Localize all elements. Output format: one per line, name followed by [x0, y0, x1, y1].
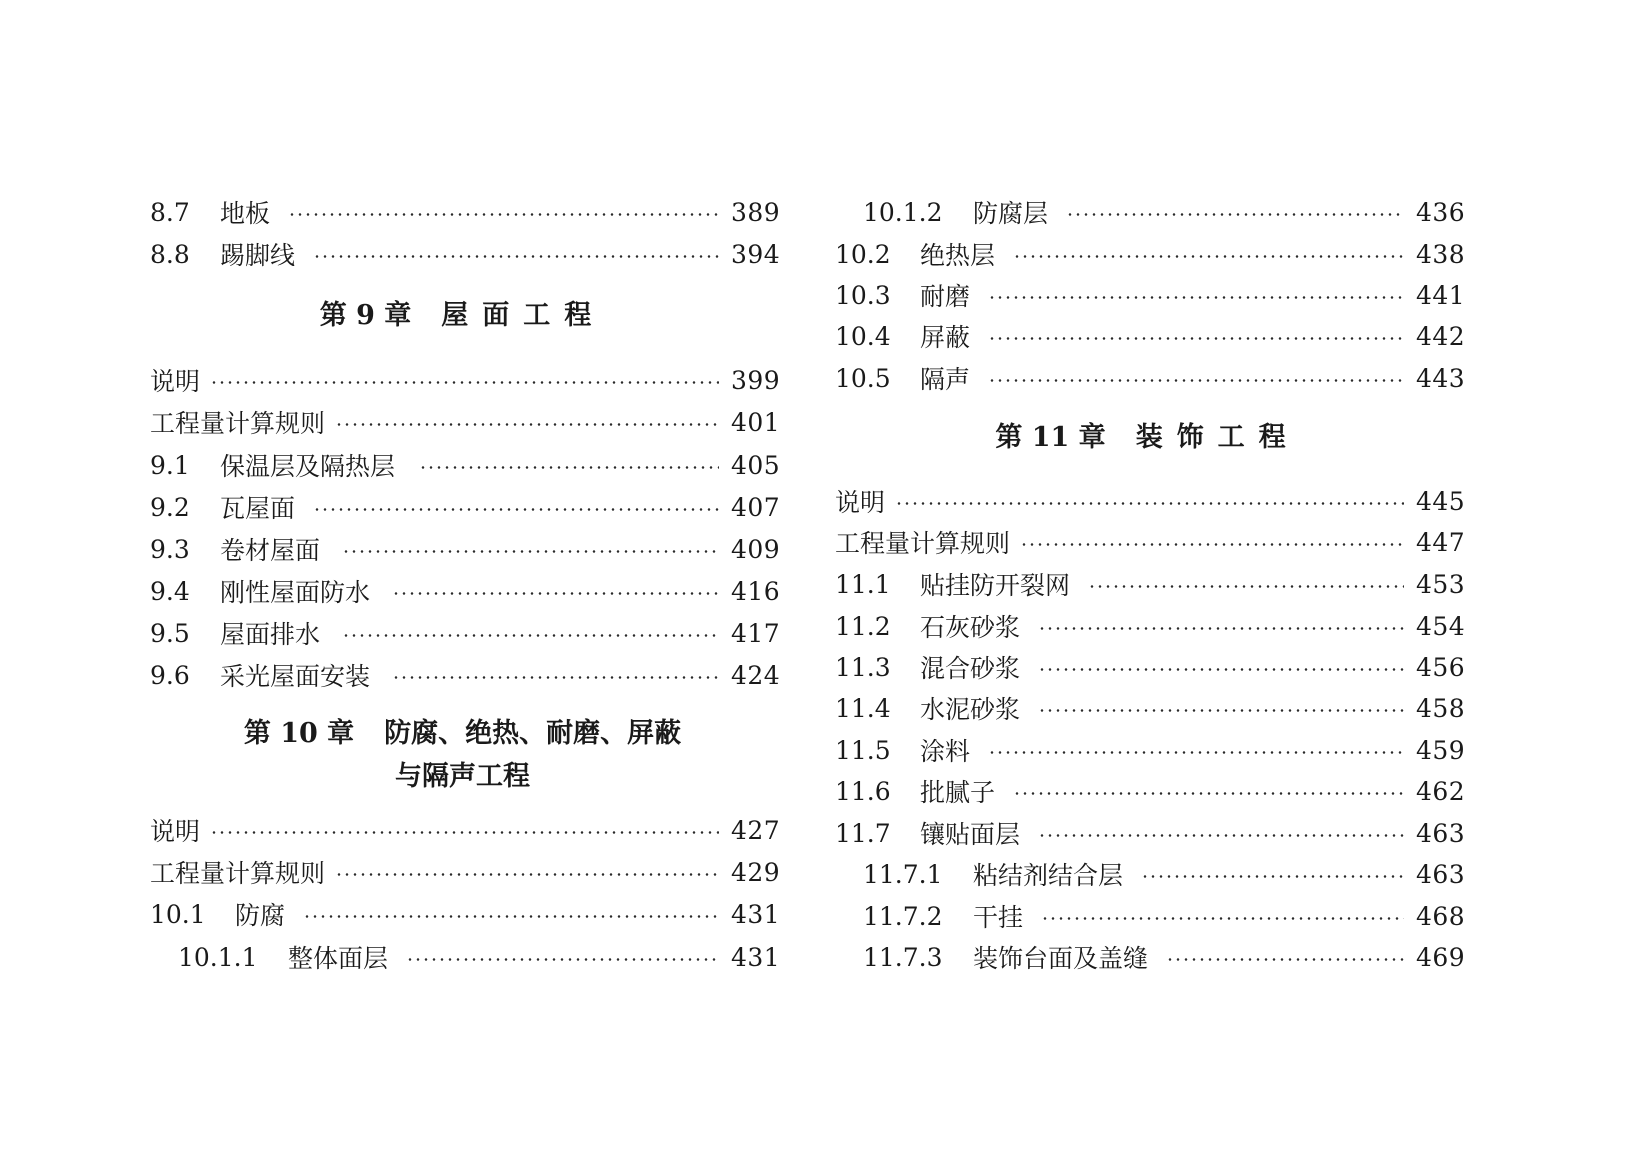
dot-leader — [1088, 585, 1404, 588]
entry-number: 11.7.2 — [863, 901, 943, 931]
toc-entry[interactable] — [150, 447, 781, 483]
entry-page: 436 — [1416, 197, 1466, 227]
dot-leader — [406, 958, 719, 961]
toc-entry[interactable] — [150, 531, 781, 567]
entry-number: 10.2 — [835, 239, 891, 269]
toc-entry[interactable] — [150, 362, 781, 398]
entry-title: 混合砂浆 — [920, 654, 1021, 683]
entry-page: 389 — [731, 197, 781, 227]
entry-number: 10.4 — [835, 321, 891, 351]
entry-title: 绝热层 — [920, 241, 996, 270]
dot-leader — [335, 423, 719, 426]
entry-page: 431 — [731, 942, 781, 972]
entry-title: 干挂 — [973, 903, 1024, 932]
entry-page: 458 — [1416, 693, 1466, 723]
entry-title: 批腻子 — [920, 778, 996, 807]
entry-title: 防腐层 — [973, 199, 1049, 228]
dot-leader — [988, 379, 1404, 382]
dot-leader — [1038, 709, 1404, 712]
chapter-title-line1: 防腐、绝热、耐磨、屏蔽 — [384, 718, 682, 749]
entry-number: 9.4 — [150, 576, 190, 606]
toc-entry[interactable] — [835, 649, 1466, 685]
chapter-title: 装饰工程 — [1135, 422, 1300, 453]
entry-page: 459 — [1416, 735, 1466, 765]
entry-page: 401 — [731, 407, 781, 437]
toc-entry[interactable] — [863, 898, 1466, 934]
toc-entry[interactable] — [835, 277, 1466, 313]
entry-title: 镶贴面层 — [920, 820, 1021, 849]
chapter-heading-continued — [150, 757, 775, 797]
chapter-title: 屋面工程 — [441, 300, 606, 331]
toc-entry[interactable] — [150, 194, 781, 230]
entry-page: 416 — [731, 576, 781, 606]
entry-title: 涂料 — [920, 737, 971, 766]
dot-leader — [895, 502, 1404, 505]
entry-page: 405 — [731, 450, 781, 480]
toc-entry[interactable] — [835, 732, 1466, 768]
toc-entry[interactable] — [835, 318, 1466, 354]
dot-leader — [342, 634, 719, 637]
toc-entry[interactable] — [863, 856, 1466, 892]
toc-entry[interactable] — [835, 483, 1466, 519]
dot-leader — [1020, 543, 1404, 546]
entry-number: 9.5 — [150, 618, 190, 648]
dot-leader — [392, 676, 719, 679]
toc-entry[interactable] — [150, 236, 781, 272]
toc-entry[interactable] — [835, 815, 1466, 851]
entry-title: 粘结剂结合层 — [973, 861, 1124, 890]
entry-number: 11.1 — [835, 569, 891, 599]
chapter-heading — [150, 296, 775, 336]
toc-entry[interactable] — [150, 573, 781, 609]
toc-entry[interactable] — [150, 615, 781, 651]
entry-page: 468 — [1416, 901, 1466, 931]
dot-leader — [1041, 917, 1404, 920]
entry-title: 地板 — [220, 199, 271, 228]
entry-page: 431 — [731, 899, 781, 929]
toc-entry[interactable] — [835, 608, 1466, 644]
toc-entry[interactable] — [835, 524, 1466, 560]
entry-title: 保温层及隔热层 — [220, 452, 396, 481]
entry-number: 8.8 — [150, 239, 190, 269]
chapter-label: 第 10 章 — [243, 718, 355, 749]
dot-leader — [288, 213, 719, 216]
dot-leader — [988, 296, 1404, 299]
dot-leader — [1013, 255, 1404, 258]
entry-page: 394 — [731, 239, 781, 269]
chapter-title-line2: 与隔声工程 — [395, 761, 530, 792]
entry-title: 说明 — [835, 488, 886, 517]
entry-number: 11.5 — [835, 735, 891, 765]
entry-number: 10.3 — [835, 280, 891, 310]
toc-entry[interactable] — [150, 896, 781, 932]
dot-leader — [210, 381, 719, 384]
dot-leader — [1013, 792, 1404, 795]
entry-page: 409 — [731, 534, 781, 564]
entry-number: 9.3 — [150, 534, 190, 564]
entry-title: 说明 — [150, 817, 201, 846]
dot-leader — [1066, 213, 1404, 216]
dot-leader — [342, 550, 719, 553]
entry-number: 11.7.3 — [863, 942, 943, 972]
entry-title: 卷材屋面 — [220, 536, 321, 565]
entry-page: 399 — [731, 365, 781, 395]
chapter-heading — [150, 714, 775, 754]
toc-entry[interactable] — [150, 657, 781, 693]
dot-leader — [988, 337, 1404, 340]
entry-number: 10.5 — [835, 363, 891, 393]
toc-entry[interactable] — [150, 812, 781, 848]
entry-number: 10.1 — [150, 899, 206, 929]
entry-page: 443 — [1416, 363, 1466, 393]
entry-title: 采光屋面安装 — [220, 662, 371, 691]
chapter-heading — [835, 418, 1460, 458]
entry-number: 11.7.1 — [863, 859, 943, 889]
entry-number: 10.1.2 — [863, 197, 943, 227]
entry-number: 9.2 — [150, 492, 190, 522]
entry-title: 踢脚线 — [220, 241, 296, 270]
entry-title: 防腐 — [235, 901, 286, 930]
entry-title: 工程量计算规则 — [150, 409, 326, 438]
entry-number: 11.4 — [835, 693, 891, 723]
entry-title: 贴挂防开裂网 — [920, 571, 1071, 600]
entry-title: 屋面排水 — [220, 620, 321, 649]
entry-number: 9.6 — [150, 660, 190, 690]
entry-title: 装饰台面及盖缝 — [973, 944, 1149, 973]
entry-page: 424 — [731, 660, 781, 690]
dot-leader — [303, 915, 719, 918]
entry-number: 11.7 — [835, 818, 891, 848]
entry-page: 463 — [1416, 818, 1466, 848]
entry-title: 隔声 — [920, 365, 971, 394]
dot-leader — [1141, 875, 1404, 878]
entry-number: 11.6 — [835, 776, 891, 806]
dot-leader — [1038, 834, 1404, 837]
entry-page: 442 — [1416, 321, 1466, 351]
toc-entry[interactable] — [835, 360, 1466, 396]
entry-title: 水泥砂浆 — [920, 695, 1021, 724]
dot-leader — [313, 508, 719, 511]
toc-entry[interactable] — [835, 566, 1466, 602]
entry-title: 瓦屋面 — [220, 494, 296, 523]
entry-title: 刚性屋面防水 — [220, 578, 371, 607]
dot-leader — [210, 831, 719, 834]
toc-entry[interactable] — [835, 690, 1466, 726]
toc-entry[interactable] — [150, 404, 781, 440]
dot-leader — [392, 592, 719, 595]
entry-title: 整体面层 — [288, 944, 389, 973]
chapter-label: 第 9 章 — [319, 300, 412, 331]
dot-leader — [1038, 668, 1404, 671]
entry-number: 11.2 — [835, 611, 891, 641]
dot-leader — [988, 751, 1404, 754]
toc-entry[interactable] — [150, 854, 781, 890]
entry-page: 441 — [1416, 280, 1466, 310]
entry-page: 462 — [1416, 776, 1466, 806]
toc-entry[interactable] — [863, 939, 1466, 975]
entry-number: 10.1.1 — [178, 942, 258, 972]
toc-entry[interactable] — [150, 489, 781, 525]
entry-page: 417 — [731, 618, 781, 648]
entry-number: 9.1 — [150, 450, 190, 480]
entry-page: 445 — [1416, 486, 1466, 516]
toc-entry[interactable] — [178, 939, 781, 975]
entry-page: 463 — [1416, 859, 1466, 889]
entry-number: 8.7 — [150, 197, 190, 227]
entry-title: 屏蔽 — [920, 323, 971, 352]
dot-leader — [313, 255, 719, 258]
entry-page: 429 — [731, 857, 781, 887]
dot-leader — [419, 466, 719, 469]
toc-entry[interactable] — [835, 773, 1466, 809]
entry-page: 456 — [1416, 652, 1466, 682]
entry-title: 说明 — [150, 367, 201, 396]
toc-entry[interactable] — [863, 194, 1466, 230]
entry-page: 447 — [1416, 527, 1466, 557]
entry-title: 工程量计算规则 — [835, 529, 1011, 558]
entry-page: 469 — [1416, 942, 1466, 972]
dot-leader — [335, 873, 719, 876]
entry-page: 407 — [731, 492, 781, 522]
entry-number: 11.3 — [835, 652, 891, 682]
entry-title: 石灰砂浆 — [920, 613, 1021, 642]
entry-page: 438 — [1416, 239, 1466, 269]
dot-leader — [1166, 958, 1404, 961]
chapter-label: 第 11 章 — [995, 422, 1106, 453]
entry-page: 453 — [1416, 569, 1466, 599]
entry-title: 耐磨 — [920, 282, 971, 311]
entry-title: 工程量计算规则 — [150, 859, 326, 888]
toc-entry[interactable] — [835, 236, 1466, 272]
entry-page: 454 — [1416, 611, 1466, 641]
dot-leader — [1038, 627, 1404, 630]
entry-page: 427 — [731, 815, 781, 845]
